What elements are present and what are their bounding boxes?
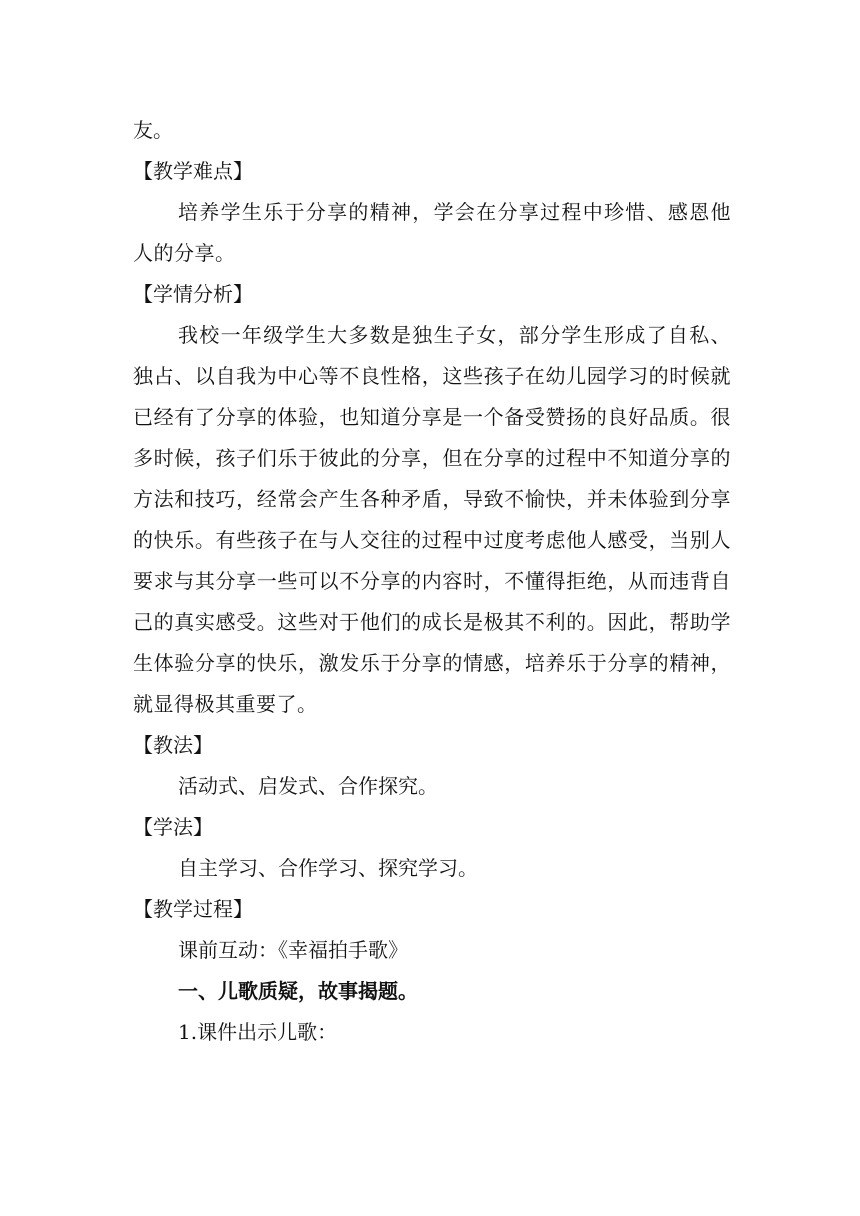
section-heading-teaching-process: 【教学过程】 — [133, 897, 253, 921]
pre-class-interaction: 课前互动：《幸福拍手歌》 — [178, 938, 408, 962]
section-heading-learner-analysis: 【学情分析】 — [133, 282, 253, 306]
paragraph-learning-method: 自主学习、合作学习、探究学习。 — [178, 856, 478, 880]
document-body — [133, 110, 731, 1053]
subheading-step-one: 一、儿歌质疑，故事揭题。 — [178, 979, 418, 1003]
section-heading-teaching-method: 【教法】 — [133, 733, 213, 757]
continued-text-line: 友。 — [133, 118, 173, 142]
list-item-1: 1.课件出示儿歌： — [178, 1020, 338, 1044]
paragraph-teaching-method: 活动式、启发式、合作探究。 — [178, 774, 438, 798]
paragraph-teaching-difficulty: 培养学生乐于分享的精神，学会在分享过程中珍惜、感恩他人的分享。 — [133, 200, 731, 265]
paragraph-learner-analysis: 我校一年级学生大多数是独生子女，部分学生形成了自私、独占、以自我为中心等不良性格，这些孩子在幼儿园学习的时候就已经有了分享的体验，也知道分享是一个备受赞扬的良好品质。很多时候，孩子们乐于彼此的分享，但在分享的过程中不知道分享的方法和技巧，经常会产生各种矛盾，导致不愉快，并未体验到分享的快乐。有些孩子在与人交往的过程中过度考虑他人感受，当别人要求与其分享一些可以不分享的内容时，不懂得拒绝，从而违背自己的真实感受。这些对于他们的成长是极其不利的。因此，帮助学生体验分享的快乐，激发乐于分享的情感，培养乐于分享的精神，就显得极其重要了。 — [133, 323, 731, 716]
section-heading-teaching-difficulty: 【教学难点】 — [133, 159, 253, 183]
section-heading-learning-method: 【学法】 — [133, 815, 213, 839]
